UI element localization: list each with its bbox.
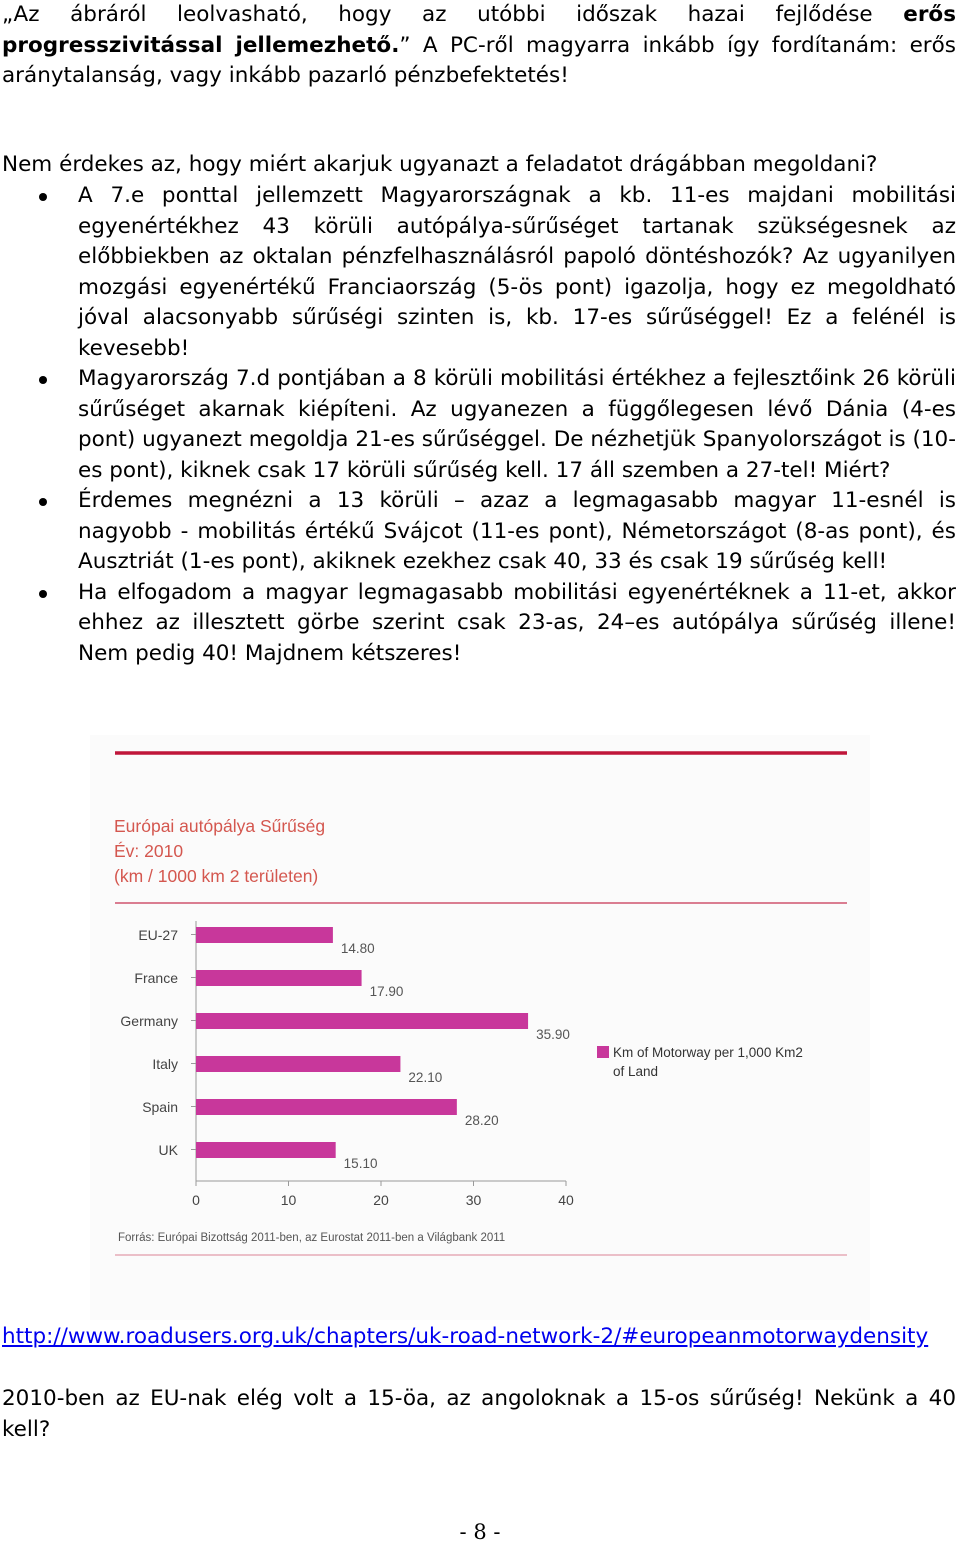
bullet-item [0,486,956,578]
category-label: Germany [120,1013,178,1029]
bar-value-label: 17.90 [369,984,404,999]
bullet-item [0,578,956,670]
bullet-text: Érdemes megnézni a 13 körüli – azaz a legmagasabb magyar 11-esnél is nagyobb - mobilitás értékű Svájcot (11-es pont), Németországot (8-as pont), és Ausztriát (1-es pont), akiknek ezekhez csak 40, 33 és csak 19 sűrűség kell! [78,488,956,574]
bar [196,970,362,986]
chart-source: Forrás: Európai Bizottság 2011-ben, az Eurostat 2011-ben a Világbank 2011 [118,1232,506,1244]
bar-value-label: 22.10 [408,1070,443,1085]
legend-text [613,1045,803,1079]
x-tick-label: 30 [465,1192,482,1208]
chart-title: Európai autópálya Sűrűség [114,816,326,836]
bar [196,1013,528,1029]
x-tick-label: 0 [192,1192,200,1208]
x-tick-label: 10 [280,1192,297,1208]
bar [196,1099,457,1115]
category-label: France [134,970,178,986]
intro-paragraph [2,0,956,92]
bar-value-label: 14.80 [340,941,375,956]
legend-line-2: of Land [613,1064,659,1079]
bar-value-label: 15.10 [343,1156,378,1171]
question-paragraph: Nem érdekes az, hogy miért akarjuk ugyanazt a feladatot drágábban megoldani? [2,152,878,177]
motorway-density-chart [90,735,870,1320]
bullet-list [0,181,956,669]
bullet-icon [39,376,47,384]
bullet-item [0,364,956,486]
category-label: EU-27 [138,927,178,943]
category-label: Italy [152,1056,178,1072]
bar [196,1056,400,1072]
category-label: UK [158,1142,178,1158]
chart-subtitle: Év: 2010 [114,841,184,861]
bullet-text: Ha elfogadom a magyar legmagasabb mobilitási egyenértéknek a 11-et, akkor ehhez az illesztett görbe szerint csak 23-as, 24–es autópálya sűrűség illene! Nem pedig 40! Majdnem kétszeres! [78,579,956,666]
intro-bold-text: erős progresszivitással jellemezhető. [2,2,956,58]
bar [196,1142,336,1158]
bullet-icon [39,498,47,506]
chart-unit-label: (km / 1000 km 2 területen) [114,866,319,886]
intro-text-1: „Az ábráról leolvasható, hogy az utóbbi időszak hazai fejlődése [2,2,904,27]
bar-value-label: 35.90 [536,1027,570,1042]
chart-bars [120,921,574,1208]
page-number: - 8 - [459,1520,501,1544]
x-tick-label: 20 [373,1192,389,1208]
bullet-icon [39,193,47,201]
intro-text-2: ” A PC-ről magyarra inkább így fordítanám: erős aránytalanság, vagy inkább pazarló pénzbefektetés! [2,32,956,88]
outro-paragraph: 2010-ben az EU-nak elég volt a 15-öa, az angoloknak a 15-os sűrűség! Nekünk a 40 kell? [2,1386,956,1442]
legend-line-1: Km of Motorway per 1,000 Km2 [613,1045,803,1060]
source-link[interactable]: http://www.roadusers.org.uk/chapters/uk-road-network-2/#europeanmotorwaydensity [2,1324,929,1349]
bullet-text: Magyarország 7.d pontjában a 8 körüli mobilitási értékhez a fejlesztőink 26 körüli sűrűséget akarnak kiépíteni. Az ugyanezen a függőlegesen lévő Dánia (4-es pont) ugyanezt megoldja 21-es sűrűséggel. De nézhetjük Spanyolországot is (10-es pont), kiknek csak 17 körüli sűrűség kell. 17 áll szemben a 27-tel! Miért? [78,366,956,483]
category-label: Spain [142,1099,178,1115]
legend-swatch [597,1046,609,1058]
chart-svg [90,735,870,1320]
bullet-icon [39,590,47,598]
x-tick-label: 40 [558,1192,574,1208]
bar [196,927,333,943]
bar-value-label: 28.20 [464,1113,499,1128]
bullet-item [0,181,956,364]
bullet-text: A 7.e ponttal jellemzett Magyarországnak a kb. 11-es majdani mobilitási egyenértékhez 43 körüli autópálya-sűrűséget tartanak szükségesnek az előbbiekben az oktalan pénzfelhasználásról papoló döntéshozók? Az ugyanilyen mozgási egyenértékű Franciaország (5-ös pont) igazolja, hogy ez megoldható jóval alacsonyabb sűrűségi szinten is, kb. 17-es sűrűséggel! Ez a felénél is kevesebb! [78,183,956,361]
